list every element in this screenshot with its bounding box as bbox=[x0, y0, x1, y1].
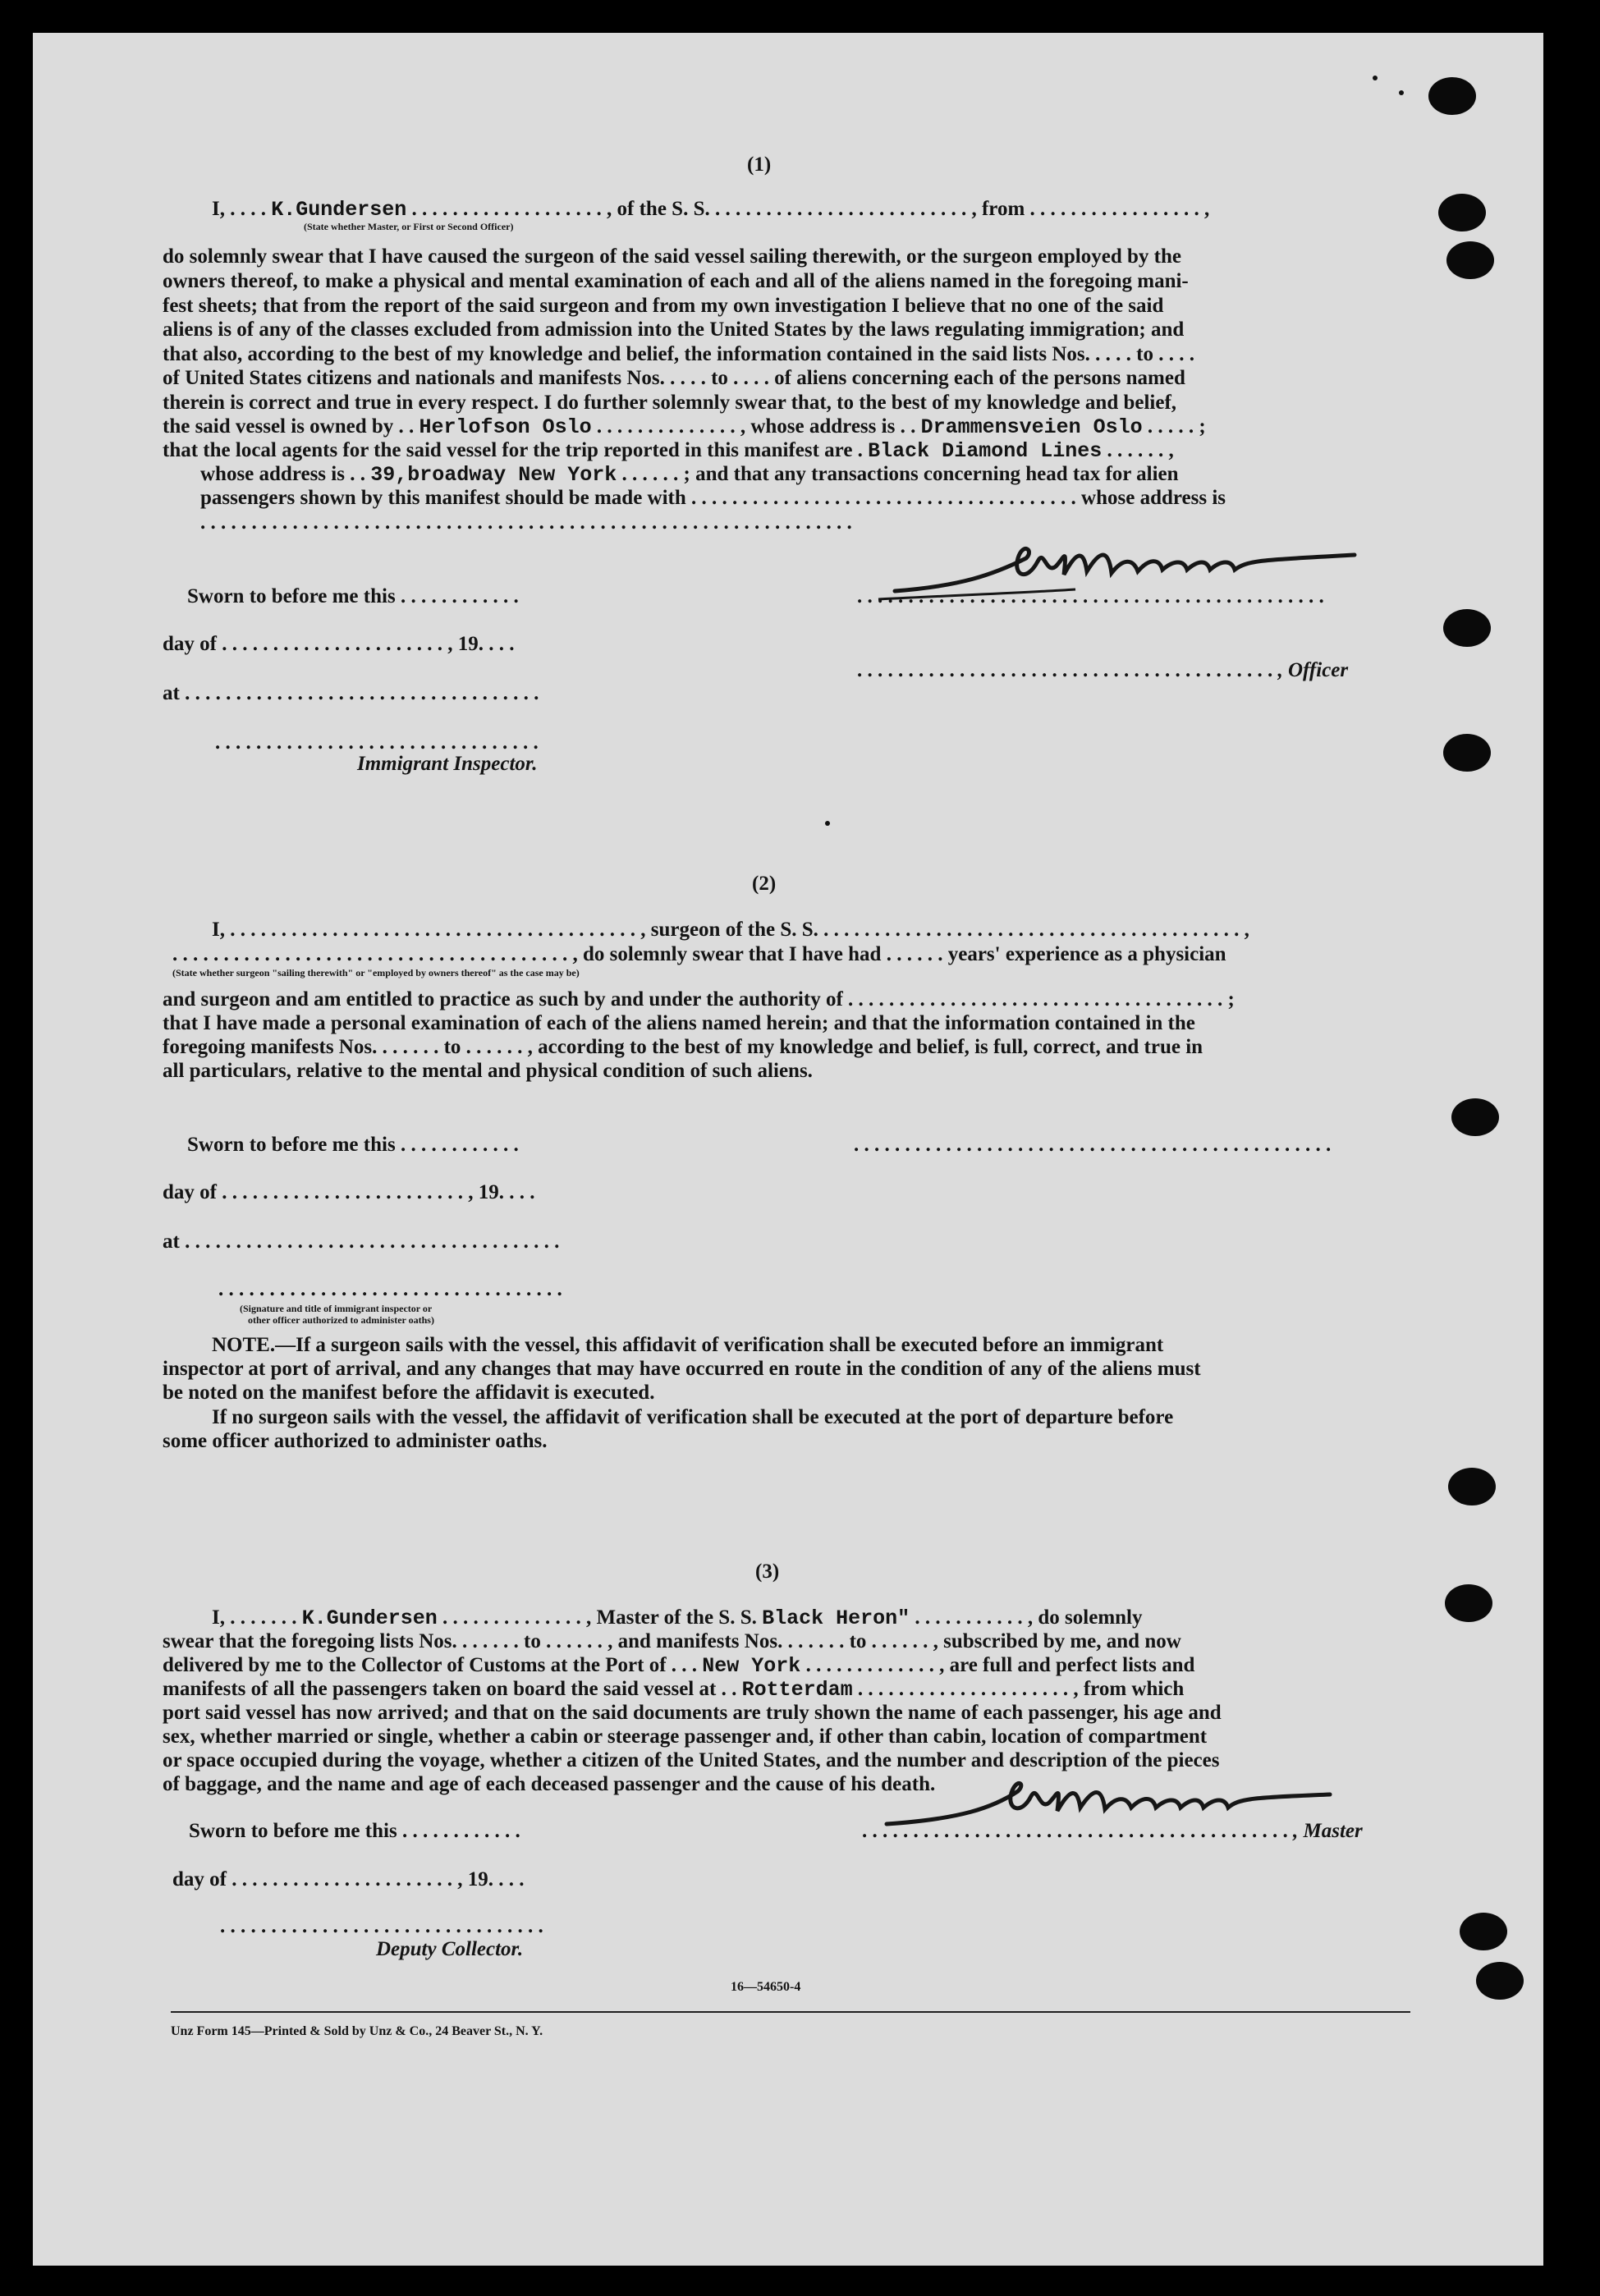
note-line: inspector at port of arrival, and any changes that may have occurred en route in the condition of any of the aliens must bbox=[163, 1358, 1201, 1380]
body-line: do solemnly swear that I have caused the surgeon of the said vessel sailing therewith, or the surgeon employed by the bbox=[163, 245, 1181, 268]
punch-hole bbox=[1438, 194, 1486, 231]
headtax-suffix: whose address is bbox=[1081, 487, 1226, 509]
departure-line: manifests of all the passengers taken on board the said vessel at . . Rotterdam . . . . . . . . . . . . . . . . . . . . . , from which bbox=[163, 1678, 1185, 1702]
collector-label: Deputy Collector. bbox=[376, 1938, 524, 1960]
body-line: of baggage, and the name and age of each deceased passenger and the cause of his death. bbox=[163, 1773, 936, 1795]
year-label: , 19 bbox=[457, 1868, 488, 1890]
owner-prefix: the said vessel is owned by bbox=[163, 415, 394, 438]
departure-suffix: , from which bbox=[1073, 1678, 1185, 1700]
surgeon-swear: , do solemnly swear that I have had bbox=[572, 943, 882, 965]
body-line: port said vessel has now arrived; and that on the said documents are truly shown the name of each passenger, his age and bbox=[163, 1702, 1222, 1724]
officer-line: . . . . . . . . . . . . . . . . . . . . . . . . . . . . . . . . . . . . . . . . . , Officer bbox=[857, 659, 1349, 681]
section-3-sworn-line: Sworn to before me this . . . . . . . . . . . . bbox=[189, 1820, 520, 1842]
oath-end: , bbox=[1204, 198, 1210, 220]
section-1-at-line: at . . . . . . . . . . . . . . . . . . . . . . . . . . . . . . . . . . . bbox=[163, 682, 539, 704]
punch-hole bbox=[1443, 609, 1491, 647]
owner-address: Drammensveien Oslo bbox=[920, 415, 1143, 439]
section-1-oath-line: I, . . . . K.Gundersen . . . . . . . . . . . . . . . . . . . , of the S. S. . . . . . . . . . . . . . . . . . . . . . . . . . , from . . . . . . . . . . . . . . . . . , bbox=[212, 198, 1210, 222]
note-line: If no surgeon sails with the vessel, the affidavit of verification shall be executed at the port of departure before bbox=[212, 1406, 1174, 1428]
collector-dots: . . . . . . . . . . . . . . . . . . . . . . . . . . . . . . . . bbox=[220, 1915, 543, 1937]
port-prefix: delivered by me to the Collector of Customs at the Port of bbox=[163, 1654, 667, 1676]
punch-hole bbox=[1443, 734, 1491, 772]
punch-hole bbox=[1445, 1584, 1492, 1622]
port-line: delivered by me to the Collector of Customs at the Port of . . . New York . . . . . . . . . . . . . , are full and perfect lists and bbox=[163, 1654, 1195, 1678]
oath-prefix: I, bbox=[212, 1606, 225, 1629]
year-label: , 19 bbox=[447, 633, 479, 655]
section-2-line1: I, . . . . . . . . . . . . . . . . . . . . . . . . . . . . . . . . . . . . . . . . , surgeon of the S. S. . . . . . . . . . . . . . . . . . . . . . . . . . . . . . . . . . . . . . . . . . , bbox=[212, 919, 1249, 941]
sworn-label: Sworn to before me this bbox=[187, 1134, 396, 1156]
headtax-dots-line: . . . . . . . . . . . . . . . . . . . . . . . . . . . . . . . . . . . . . . . . . . . . . . . . . . . . . . . . . . . . . . . . bbox=[200, 511, 852, 534]
section-2-at-line: at . . . . . . . . . . . . . . . . . . . . . . . . . . . . . . . . . . . . . bbox=[163, 1230, 560, 1253]
agents-addr-prefix: whose address is bbox=[200, 463, 345, 485]
surgeon-note: (State whether surgeon "sailing therewith" or "employed by owners thereof" as the case may be) bbox=[172, 967, 580, 978]
owner-name: Herlofson Oslo bbox=[419, 415, 592, 439]
body-line: all particulars, relative to the mental and physical condition of such aliens. bbox=[163, 1060, 813, 1082]
body-line: aliens is of any of the classes excluded from admission into the United States by the laws regulating immigration; and bbox=[163, 319, 1185, 341]
vessel-name: Black Heron" bbox=[762, 1606, 910, 1630]
headtax-line: passengers shown by this manifest should be made with . . . . . . . . . . . . . . . . . . . . . . . . . . . . . . . . . . . . . . whose address is bbox=[200, 487, 1226, 509]
section-2-number: (2) bbox=[752, 873, 777, 895]
port-suffix: , are full and perfect lists and bbox=[939, 1654, 1195, 1676]
officer-label: , Officer bbox=[1277, 659, 1349, 681]
section-1-day-line: day of . . . . . . . . . . . . . . . . . . . . . . , 19. . . . bbox=[163, 633, 515, 655]
owner-line: the said vessel is owned by . . Herlofson Oslo . . . . . . . . . . . . . . , whose address is . . Drammensveien Oslo . . . . . ; bbox=[163, 415, 1206, 439]
body-line: therein is correct and true in every respect. I do further solemnly swear that, to the best of my knowledge and belief, bbox=[163, 392, 1177, 414]
signature-note-2: other officer authorized to administer oaths) bbox=[248, 1314, 434, 1326]
section-3-number: (3) bbox=[755, 1560, 780, 1583]
body-line: that I have made a personal examination of each of the aliens named herein; and that the information contained in the bbox=[163, 1012, 1195, 1034]
agents-prefix: that the local agents for the said vessel for the trip reported in this manifest are bbox=[163, 439, 853, 461]
day-of-label: day of bbox=[163, 1181, 217, 1203]
section-2-day-line: day of . . . . . . . . . . . . . . . . . . . . . . . . , 19. . . . bbox=[163, 1181, 535, 1203]
ink-speck bbox=[1373, 76, 1378, 80]
manifest-back-page bbox=[33, 33, 1543, 2266]
section-1-number: (1) bbox=[747, 154, 772, 176]
agents-address: 39,broadway New York bbox=[370, 463, 617, 487]
inspector-sig-dots: . . . . . . . . . . . . . . . . . . . . . . . . . . . . . . . . . . bbox=[218, 1278, 562, 1300]
note-line: some officer authorized to administer oaths. bbox=[163, 1430, 548, 1452]
agents-line: that the local agents for the said vessel for the trip reported in this manifest are . Black Diamond Lines . . . . . . , bbox=[163, 439, 1174, 463]
day-of-label: day of bbox=[172, 1868, 227, 1890]
headtax-prefix: passengers shown by this manifest should be made with bbox=[200, 487, 686, 509]
at-label: at bbox=[163, 1230, 180, 1253]
departure-port: Rotterdam bbox=[741, 1678, 853, 1702]
agents-addr-suffix: ; and that any transactions concerning head tax for alien bbox=[683, 463, 1179, 485]
officer-sig-dots: . . . . . . . . . . . . . . . . . . . . . . . . . . . . . . . . . . . . . . . . . . . . . . bbox=[857, 585, 1324, 607]
section-3-day-line: day of . . . . . . . . . . . . . . . . . . . . . . , 19. . . . bbox=[172, 1868, 525, 1890]
printer-footer: Unz Form 145—Printed & Sold by Unz & Co., 24 Beaver St., N. Y. bbox=[171, 2024, 543, 2038]
body-line: that also, according to the best of my knowledge and belief, the information contained in the said lists Nos. . . . . to . . . . bbox=[163, 343, 1194, 365]
note-line: NOTE.—If a surgeon sails with the vessel, this affidavit of verification shall be executed before an immigrant bbox=[212, 1334, 1164, 1356]
body-line: fest sheets; that from the report of the said surgeon and from my own investigation I believe that no one of the said bbox=[163, 295, 1164, 317]
inspector-dots: . . . . . . . . . . . . . . . . . . . . . . . . . . . . . . . . bbox=[215, 731, 539, 754]
master-line: . . . . . . . . . . . . . . . . . . . . . . . . . . . . . . . . . . . . . . . . . . , Master bbox=[862, 1820, 1363, 1842]
oath-prefix: I, bbox=[212, 198, 231, 220]
body-line: of United States citizens and nationals and manifests Nos. . . . . to . . . . of aliens concerning each of the persons named bbox=[163, 367, 1185, 389]
section-2-sworn-line: Sworn to before me this . . . . . . . . . . . . bbox=[187, 1134, 519, 1156]
punch-hole bbox=[1448, 1468, 1496, 1505]
years-experience: years' experience as a physician bbox=[947, 943, 1226, 965]
master-name-3: K.Gundersen bbox=[301, 1606, 438, 1630]
from-label: , from bbox=[971, 198, 1025, 220]
body-line: or space occupied during the voyage, whether a citizen of the United States, and the number and description of the pieces bbox=[163, 1749, 1220, 1771]
owner-addr-label: , whose address is bbox=[740, 415, 896, 438]
section-1-sworn-line: Sworn to before me this . . . . . . . . . . . . bbox=[187, 585, 519, 607]
arrival-port: New York bbox=[702, 1654, 801, 1678]
body-line: owners thereof, to make a physical and mental examination of each and all of the aliens named in the foregoing mani- bbox=[163, 270, 1189, 292]
master-label: , Master bbox=[1293, 1820, 1363, 1842]
form-number: 16—54650-4 bbox=[731, 1980, 801, 1994]
surgeon-label: , surgeon of the S. S. bbox=[640, 919, 818, 941]
master-note: (State whether Master, or First or Second Officer) bbox=[304, 221, 514, 232]
punch-hole bbox=[1476, 1962, 1524, 2000]
master-of-ss: , Master of the S. S. bbox=[586, 1606, 757, 1629]
ink-speck bbox=[825, 821, 830, 826]
ink-speck bbox=[1399, 90, 1404, 95]
note-line: be noted on the manifest before the affidavit is executed. bbox=[163, 1382, 655, 1404]
section-3-line1: I, . . . . . . . K.Gundersen . . . . . . . . . . . . . . , Master of the S. S. Black Heron" . . . . . . . . . . . , do solemnly bbox=[212, 1606, 1143, 1630]
punch-hole bbox=[1428, 77, 1476, 115]
punch-hole bbox=[1460, 1913, 1507, 1950]
punch-hole bbox=[1451, 1098, 1499, 1136]
do-solemnly: , do solemnly bbox=[1027, 1606, 1143, 1629]
body-line: sex, whether married or single, whether a cabin or steerage passenger and, if other than cabin, location of compartment bbox=[163, 1725, 1208, 1748]
body-line: foregoing manifests Nos. . . . . . . to . . . . . . , according to the best of my knowledge and belief, is full, correct, and true in bbox=[163, 1036, 1203, 1058]
section-2-authority-line: and surgeon and am entitled to practice as such by and under the authority of . . . . . . . . . . . . . . . . . . . . . . . . . . . . . . . . . . . . . ; bbox=[163, 988, 1235, 1011]
agents-name: Black Diamond Lines bbox=[868, 439, 1103, 463]
agents-address-line: whose address is . . 39,broadway New York . . . . . . ; and that any transactions concerning head tax for alien bbox=[200, 463, 1179, 487]
footer-rule bbox=[171, 2011, 1410, 2013]
year-label: , 19 bbox=[468, 1181, 499, 1203]
departure-prefix: manifests of all the passengers taken on board the said vessel at bbox=[163, 1678, 717, 1700]
surgeon-sig-dots: . . . . . . . . . . . . . . . . . . . . . . . . . . . . . . . . . . . . . . . . . . . . . . . bbox=[854, 1134, 1332, 1156]
body-line: and surgeon and am entitled to practice as such by and under the authority of bbox=[163, 988, 843, 1011]
sworn-label: Sworn to before me this bbox=[187, 585, 396, 607]
oath-prefix: I, bbox=[212, 919, 225, 941]
punch-hole bbox=[1446, 241, 1494, 279]
master-name: K.Gundersen bbox=[271, 198, 407, 222]
inspector-label: Immigrant Inspector. bbox=[357, 753, 538, 775]
sworn-label: Sworn to before me this bbox=[189, 1820, 397, 1842]
of-ss-label: , of the S. S. bbox=[607, 198, 710, 220]
body-line: swear that the foregoing lists Nos. . . . . . . to . . . . . . , and manifests Nos. . . . . . . to . . . . . . , subscribed by me, and now bbox=[163, 1630, 1181, 1652]
day-of-label: day of bbox=[163, 633, 217, 655]
section-2-line2: . . . . . . . . . . . . . . . . . . . . . . . . . . . . . . . . . . . . . . . , do solemnly swear that I have had . . . . . . years' experience as a physician bbox=[172, 943, 1226, 965]
signature-note-1: (Signature and title of immigrant inspector or bbox=[240, 1303, 433, 1314]
at-label: at bbox=[163, 682, 180, 704]
